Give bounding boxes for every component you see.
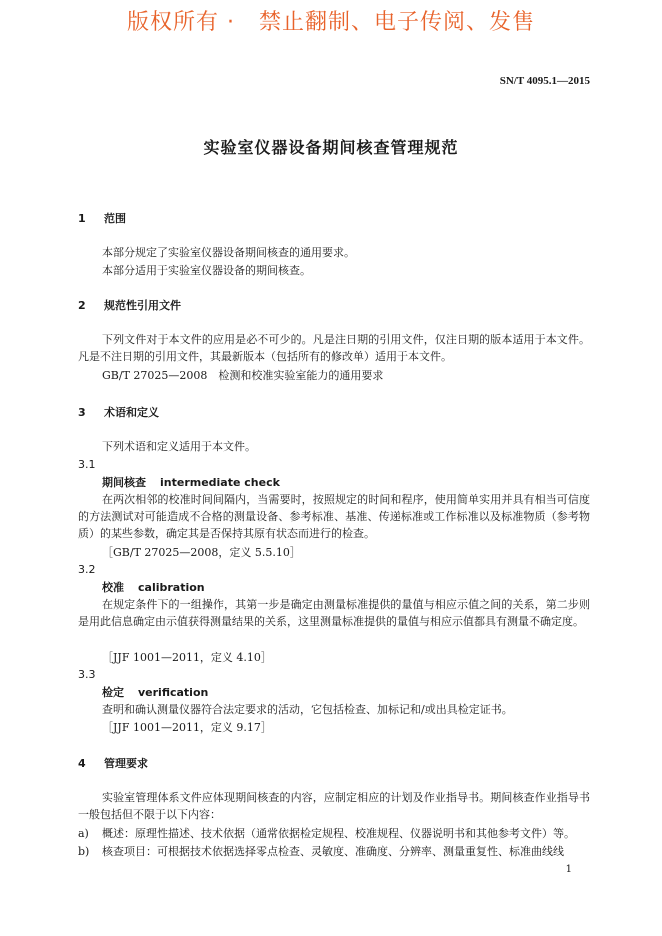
- term-number: 3.2: [78, 563, 96, 576]
- section-2-heading: [78, 297, 181, 314]
- paragraph: 实验室管理体系文件应体现期间核查的内容，应制定相应的计划及作业指导书。期间核查作业指导书一般包括但不限于以下内容：: [78, 791, 590, 821]
- term-en: intermediate check: [160, 476, 280, 489]
- section-title: 管理要求: [104, 757, 148, 770]
- paragraph: 下列文件对于本文件的应用是必不可少的。凡是注日期的引用文件，仅注日期的版本适用于本文件。凡是不注日期的引用文件，其最新版本（包括所有的修改单）适用于本文件。: [78, 333, 590, 363]
- copyright-watermark: 版权所有 · 禁止翻制、电子传阅、发售: [127, 10, 535, 35]
- term-zh: 期间核查: [102, 476, 146, 489]
- section-3-heading: [78, 404, 159, 421]
- section-title: 范围: [104, 212, 126, 225]
- term-definition: 在两次相邻的校准时间间隔内，当需要时，按照规定的时间和程序，使用简单实用并具有相当可信度的方法测试对可能造成不合格的测量设备、参考标准、基准、传递标准或工作标准以及标准物质（参考物质）的某些参数，确定其是否保持其原有状态而进行的检查。: [78, 493, 590, 540]
- term-definition: 在规定条件下的一组操作，其第一步是确定由测量标准提供的量值与相应示值之间的关系，第二步则是用此信息确定由示值获得测量结果的关系，这里测量标准提供的量值与相应示值都具有测量不确定度。: [78, 598, 590, 628]
- section-1-heading: [78, 210, 126, 227]
- list-item-label: a): [78, 827, 89, 840]
- term-source: ［JJF 1001—2011，定义 4.10］: [102, 651, 272, 664]
- term-zh: 校准: [102, 581, 124, 594]
- term-number: 3.3: [78, 668, 96, 681]
- term-number: 3.1: [78, 458, 96, 471]
- term-heading: [102, 579, 205, 596]
- section-number: 1: [78, 212, 86, 225]
- list-item-text: 概述：原理性描述、技术依据（通常依据检定规程、校准规程、仪器说明书和其他参考文件）等。: [102, 827, 575, 840]
- list-item: [78, 825, 590, 842]
- page-number: 1: [565, 864, 572, 875]
- normative-reference: GB/T 27025—2008 检测和校准实验室能力的通用要求: [102, 369, 384, 382]
- list-item: [78, 843, 590, 860]
- paragraph: 本部分规定了实验室仪器设备期间核查的通用要求。: [102, 246, 355, 259]
- term-heading: [102, 684, 208, 701]
- term-en: calibration: [138, 581, 205, 594]
- section-title: 规范性引用文件: [104, 299, 181, 312]
- section-4-heading: [78, 755, 148, 772]
- paragraph: 下列术语和定义适用于本文件。: [102, 440, 256, 453]
- document-title: 实验室仪器设备期间核查管理规范: [203, 138, 459, 157]
- paragraph: 本部分适用于实验室仪器设备的期间核查。: [102, 264, 311, 277]
- list-item-label: b): [78, 845, 90, 858]
- section-number: 3: [78, 406, 86, 419]
- term-source: ［GB/T 27025—2008，定义 5.5.10］: [102, 546, 301, 559]
- term-zh: 检定: [102, 686, 124, 699]
- list-item-text: 核查项目：可根据技术依据选择零点检查、灵敏度、准确度、分辨率、测量重复性、标准曲线线: [102, 845, 564, 858]
- term-heading: [102, 474, 280, 491]
- term-en: verification: [138, 686, 209, 699]
- document-number: SN/T 4095.1—2015: [499, 75, 590, 87]
- section-number: 4: [78, 757, 86, 770]
- section-number: 2: [78, 299, 86, 312]
- term-source: ［JJF 1001—2011，定义 9.17］: [102, 721, 272, 734]
- term-definition: 查明和确认测量仪器符合法定要求的活动，它包括检查、加标记和/或出具检定证书。: [102, 703, 513, 716]
- section-title: 术语和定义: [104, 406, 159, 419]
